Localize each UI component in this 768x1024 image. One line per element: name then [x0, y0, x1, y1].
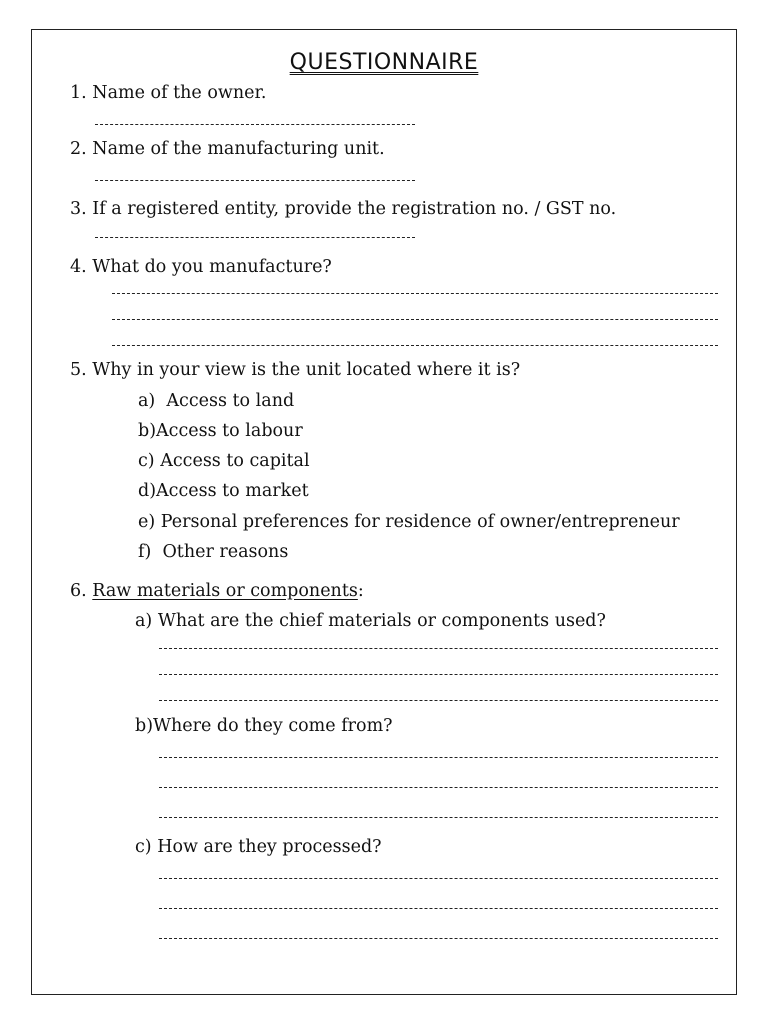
question-5: 5. Why in your view is the unit located where it is?	[70, 360, 521, 380]
answer-line-6a-3[interactable]	[159, 700, 718, 701]
option-5b: b)Access to labour	[138, 421, 303, 441]
subquestion-6a: a) What are the chief materials or components used?	[135, 611, 606, 631]
answer-line-6b-1[interactable]	[159, 757, 718, 758]
option-5a: a) Access to land	[138, 391, 295, 411]
question-6: 6. Raw materials or components:	[70, 581, 364, 601]
answer-line-6b-3[interactable]	[159, 817, 718, 818]
answer-line-4a[interactable]	[112, 293, 718, 294]
answer-line-3[interactable]	[95, 237, 415, 238]
option-5c: c) Access to capital	[138, 451, 310, 471]
subquestion-6b: b)Where do they come from?	[135, 716, 393, 736]
option-5d: d)Access to market	[138, 481, 309, 501]
section-heading: Raw materials or components	[92, 581, 358, 601]
answer-line-2[interactable]	[95, 180, 415, 181]
answer-line-6a-2[interactable]	[159, 674, 718, 675]
option-5f: f) Other reasons	[138, 542, 289, 562]
question-3: 3. If a registered entity, provide the registration no. / GST no.	[70, 199, 617, 219]
answer-line-6a-1[interactable]	[159, 648, 718, 649]
option-5e: e) Personal preferences for residence of owner/entrepreneur	[138, 512, 680, 532]
page-title: QUESTIONNAIRE	[289, 50, 479, 75]
question-4: 4. What do you manufacture?	[70, 257, 332, 277]
answer-line-6b-2[interactable]	[159, 787, 718, 788]
question-1: 1. Name of the owner.	[70, 83, 267, 103]
answer-line-6c-1[interactable]	[159, 878, 718, 879]
question-2: 2. Name of the manufacturing unit.	[70, 139, 385, 159]
answer-line-6c-3[interactable]	[159, 938, 718, 939]
subquestion-6c: c) How are they processed?	[135, 837, 382, 857]
answer-line-1[interactable]	[95, 124, 415, 125]
answer-line-4c[interactable]	[112, 345, 718, 346]
answer-line-6c-2[interactable]	[159, 908, 718, 909]
answer-line-4b[interactable]	[112, 319, 718, 320]
